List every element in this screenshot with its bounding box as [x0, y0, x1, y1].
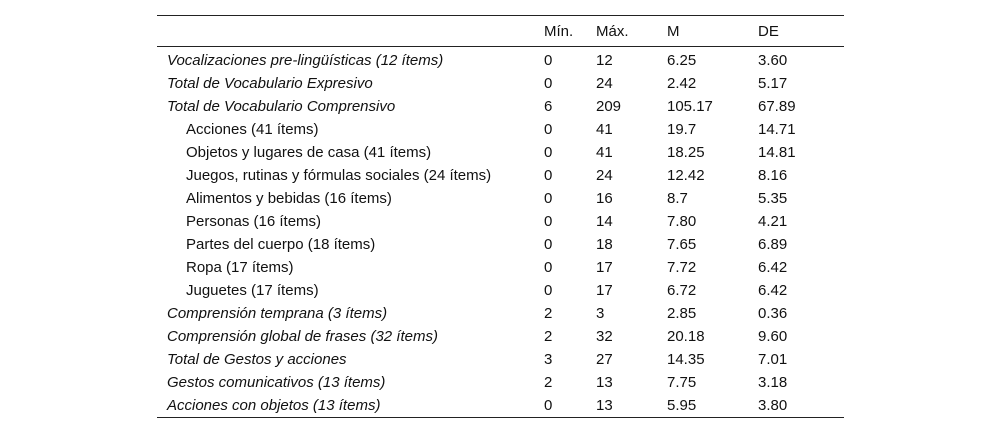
- row-max: 14: [596, 213, 613, 230]
- row-label: Juegos, rutinas y fórmulas sociales (24 ítems): [186, 167, 492, 184]
- row-max: 13: [596, 397, 613, 414]
- table-row: [157, 210, 844, 233]
- table-row: [157, 72, 844, 95]
- row-min: 0: [544, 52, 553, 69]
- table-row: [157, 164, 844, 187]
- row-max: 41: [596, 144, 613, 161]
- table-row: [157, 233, 844, 256]
- row-sd: 5.17: [758, 75, 788, 92]
- row-max: 24: [596, 167, 613, 184]
- row-label: Vocalizaciones pre-lingüísticas (12 ítems): [167, 52, 444, 69]
- row-sd: 14.81: [758, 144, 796, 161]
- row-label: Total de Gestos y acciones: [167, 351, 347, 368]
- row-label: Ropa (17 ítems): [186, 259, 294, 276]
- table-row: [157, 279, 844, 302]
- table-row: [157, 118, 844, 141]
- row-max: 18: [596, 236, 613, 253]
- row-sd: 4.21: [758, 213, 788, 230]
- row-min: 0: [544, 213, 553, 230]
- header-label: [157, 16, 544, 47]
- row-min: 0: [544, 121, 553, 138]
- row-min: 0: [544, 259, 553, 276]
- row-min: 2: [544, 328, 553, 345]
- table-body: [157, 47, 844, 418]
- row-sd: 3.80: [758, 397, 788, 414]
- row-sd: 0.36: [758, 305, 788, 322]
- row-sd: 6.42: [758, 259, 788, 276]
- row-mean: 6.25: [667, 52, 697, 69]
- table-row: [157, 302, 844, 325]
- row-label: Total de Vocabulario Comprensivo: [167, 98, 396, 115]
- row-sd: 67.89: [758, 98, 796, 115]
- row-max: 41: [596, 121, 613, 138]
- row-mean: 8.7: [667, 190, 688, 207]
- header-sd: DE: [758, 22, 779, 40]
- row-max: 13: [596, 374, 613, 391]
- row-sd: 5.35: [758, 190, 788, 207]
- row-max: 209: [596, 98, 622, 115]
- row-mean: 5.95: [667, 397, 697, 414]
- table-row: [157, 348, 844, 371]
- row-max: 17: [596, 282, 613, 299]
- row-label: Gestos comunicativos (13 ítems): [167, 374, 386, 391]
- row-max: 3: [596, 305, 605, 322]
- table-row: [157, 371, 844, 394]
- table-row: [157, 95, 844, 118]
- row-sd: 14.71: [758, 121, 796, 138]
- row-min: 2: [544, 374, 553, 391]
- row-min: 2: [544, 305, 553, 322]
- row-mean: 2.42: [667, 75, 697, 92]
- row-max: 16: [596, 190, 613, 207]
- row-sd: 7.01: [758, 351, 788, 368]
- row-mean: 20.18: [667, 328, 705, 345]
- row-max: 12: [596, 52, 613, 69]
- row-mean: 14.35: [667, 351, 705, 368]
- row-label: Juguetes (17 ítems): [186, 282, 319, 299]
- row-min: 0: [544, 144, 553, 161]
- header-mean: M: [667, 22, 680, 40]
- header-row: [157, 16, 844, 47]
- table-header: [157, 16, 844, 47]
- row-label: Personas (16 ítems): [186, 213, 322, 230]
- table-row: [157, 256, 844, 279]
- row-mean: 7.72: [667, 259, 697, 276]
- table-row: [157, 325, 844, 348]
- row-max: 32: [596, 328, 613, 345]
- row-label: Total de Vocabulario Expresivo: [167, 75, 373, 92]
- row-mean: 6.72: [667, 282, 697, 299]
- header-max: Máx.: [596, 22, 629, 40]
- row-mean: 7.80: [667, 213, 697, 230]
- statistics-table: [157, 15, 844, 418]
- row-mean: 7.65: [667, 236, 697, 253]
- row-mean: 7.75: [667, 374, 697, 391]
- table-row: [157, 47, 844, 73]
- row-label: Alimentos y bebidas (16 ítems): [186, 190, 392, 207]
- row-mean: 105.17: [667, 98, 713, 115]
- row-sd: 6.89: [758, 236, 788, 253]
- header-min: Mín.: [544, 22, 574, 40]
- row-min: 0: [544, 236, 553, 253]
- row-mean: 19.7: [667, 121, 697, 138]
- table-row: [157, 141, 844, 164]
- row-label: Partes del cuerpo (18 ítems): [186, 236, 376, 253]
- row-sd: 6.42: [758, 282, 788, 299]
- row-mean: 12.42: [667, 167, 705, 184]
- statistics-table-container: [157, 15, 844, 418]
- row-sd: 3.60: [758, 52, 788, 69]
- row-sd: 8.16: [758, 167, 788, 184]
- row-label: Comprensión temprana (3 ítems): [167, 305, 388, 322]
- row-sd: 9.60: [758, 328, 788, 345]
- row-min: 0: [544, 397, 553, 414]
- row-label: Comprensión global de frases (32 ítems): [167, 328, 438, 345]
- row-min: 0: [544, 75, 553, 92]
- row-label: Acciones con objetos (13 ítems): [167, 397, 381, 414]
- row-min: 3: [544, 351, 553, 368]
- row-label: Objetos y lugares de casa (41 ítems): [186, 144, 432, 161]
- row-sd: 3.18: [758, 374, 788, 391]
- row-min: 0: [544, 167, 553, 184]
- row-max: 24: [596, 75, 613, 92]
- row-min: 6: [544, 98, 553, 115]
- row-max: 17: [596, 259, 613, 276]
- row-max: 27: [596, 351, 613, 368]
- table-row: [157, 187, 844, 210]
- row-min: 0: [544, 282, 553, 299]
- row-label: Acciones (41 ítems): [186, 121, 319, 138]
- row-min: 0: [544, 190, 553, 207]
- table-row: [157, 394, 844, 418]
- row-mean: 2.85: [667, 305, 697, 322]
- row-mean: 18.25: [667, 144, 705, 161]
